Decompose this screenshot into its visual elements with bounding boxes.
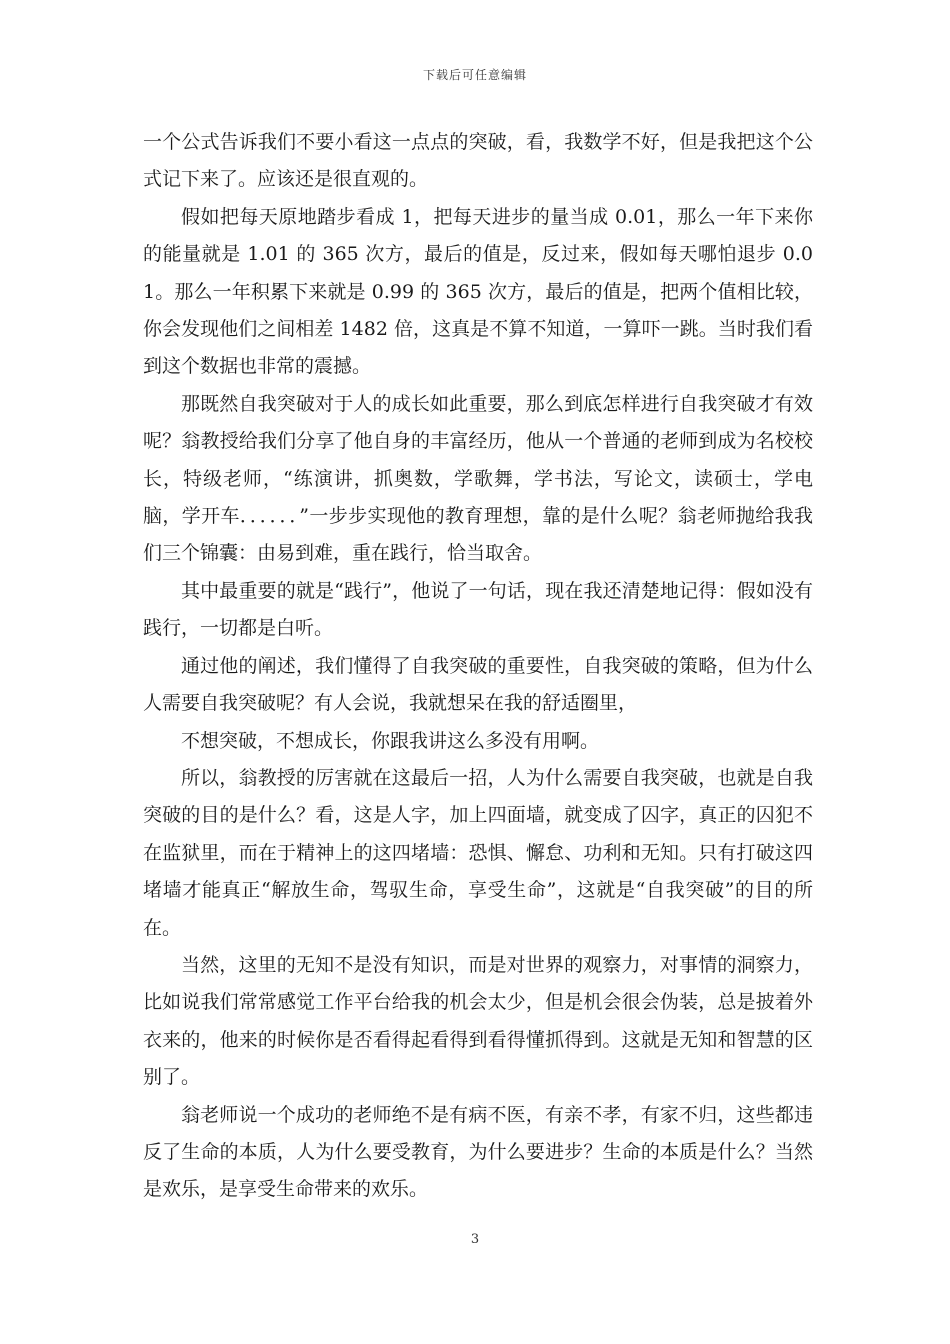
document-body — [143, 124, 813, 1209]
paragraph: 一个公式告诉我们不要小看这一点点的突破，看，我数学不好，但是我把这个公式记下来了。应该还是很直观的。 — [143, 131, 813, 191]
paragraph: 其中最重要的就是“践行”，他说了一句话，现在我还清楚地记得：假如没有践行，一切都是白听。 — [143, 579, 813, 640]
page-number: 3 — [470, 1232, 480, 1247]
paragraph: 当然，这里的无知不是没有知识，而是对世界的观察力，对事情的洞察力，比如说我们常常感觉工作平台给我的机会太少，但是机会很会伪装，总是披着外衣来的，他来的时候你是否看得起看得到看得懂抓得到。这就是无知和智慧的区别了。 — [143, 953, 813, 1089]
paragraph: 不想突破，不想成长，你跟我讲这么多没有用啊。 — [181, 729, 600, 752]
paragraph: 所以，翁教授的厉害就在这最后一招，人为什么需要自我突破，也就是自我突破的目的是什么？看，这是人字，加上四面墙，就变成了囚字，真正的囚犯不在监狱里，而在于精神上的这四堵墙：恐惧、懈怠、功利和无知。只有打破这四堵墙才能真正“解放生命，驾驭生命，享受生命”，这就是“自我突破”的目的所在。 — [143, 766, 813, 939]
paragraph: 通过他的阐述，我们懂得了自我突破的重要性，自我突破的策略，但为什么人需要自我突破呢？有人会说，我就想呆在我的舒适圈里， — [143, 654, 813, 715]
paragraph: 那既然自我突破对于人的成长如此重要，那么到底怎样进行自我突破才有效呢？翁教授给我们分享了他自身的丰富经历，他从一个普通的老师到成为名校校长，特级老师，“练演讲，抓奥数，学歌舞，学书法，写论文，读硕士，学电脑，学开车．．．．．．”一步步实现他的教育理想，靠的是什么呢？翁老师抛给我我们三个锦囊：由易到难，重在践行，恰当取舍。 — [143, 392, 813, 565]
paragraph: 翁老师说一个成功的老师绝不是有病不医，有亲不孝，有家不归，这些都违反了生命的本质，人为什么要受教育，为什么要进步？生命的本质是什么？当然是欢乐，是享受生命带来的欢乐。 — [143, 1103, 813, 1201]
paragraph: 假如把每天原地踏步看成 1，把每天进步的量当成 0.01，那么一年下来你的能量就是 1.01 的 365 次方，最后的值是，反过来，假如每天哪怕退步 0.01。那么一年积累下来就是 0.99 的 365 次方，最后的值是，把两个值相比较，你会发现他们之间相差 1482 倍，这真是不算不知道，一算吓一跳。当时我们看到这个数据也非常的震撼。 — [143, 205, 813, 378]
page-header: 下载后可任意编辑 — [422, 68, 527, 82]
